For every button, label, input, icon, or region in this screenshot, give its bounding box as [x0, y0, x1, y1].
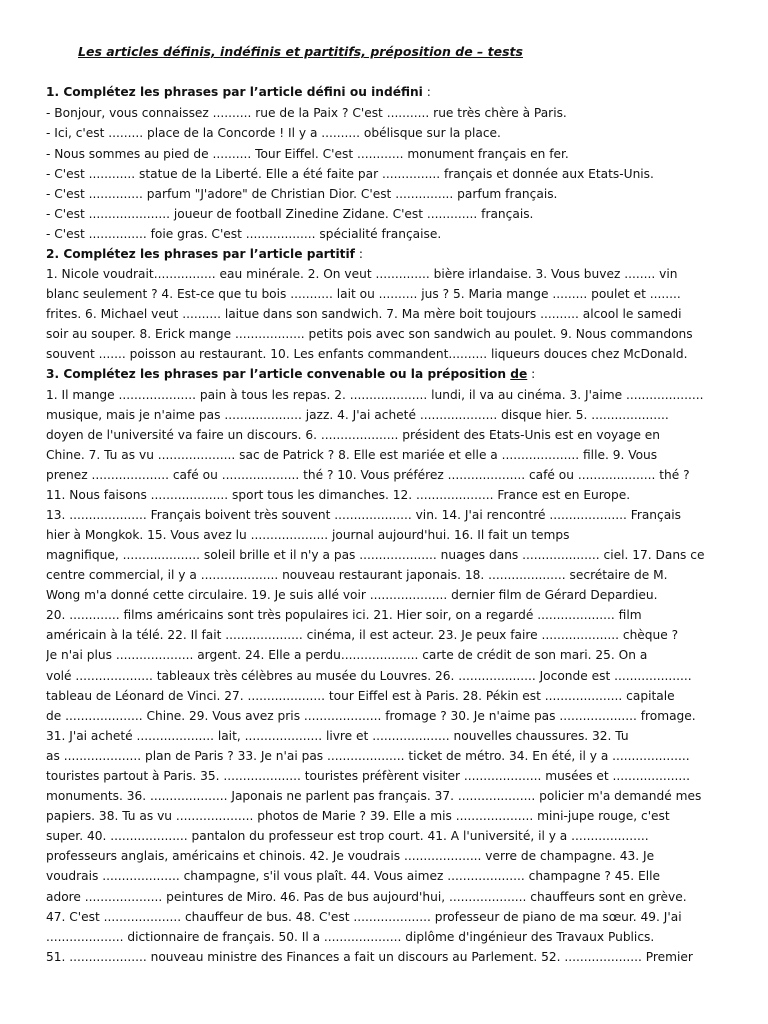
section-3-line: monuments. 36. .................... Japonais ne parlent pas français. 37. .................... policier m'a demandé mes: [46, 789, 702, 803]
section-3-line: adore .................... peintures de Miro. 46. Pas de bus aujourd'hui, .................... chauffeurs sont en grève.: [46, 890, 687, 904]
section-3-line: papiers. 38. Tu as vu .................... photos de Marie ? 39. Elle a mis .................... mini-jupe rouge, c'est: [46, 809, 670, 823]
section-3-line: 20. ............. films américains sont très populaires ici. 21. Hier soir, on a regardé .................... film: [46, 608, 642, 622]
section-1-line: - Nous sommes au pied de .......... Tour Eiffel. C'est ............ monument français en fer.: [46, 147, 569, 161]
section-1-line: - C'est ............... foie gras. C'est .................. spécialité française.: [46, 227, 442, 241]
section-1-line: - Bonjour, vous connaissez .......... rue de la Paix ? C'est ........... rue très chère à Paris.: [46, 106, 567, 120]
section-1-line: - C'est ............ statue de la Liberté. Elle a été faite par ............... français et donnée aux Etats-Unis.: [46, 167, 654, 181]
section-3-line: 13. .................... Français boivent très souvent .................... vin. 14. J'ai rencontré .................... Français: [46, 508, 681, 522]
page-title: Les articles définis, indéfinis et partitifs, préposition de – tests: [78, 44, 523, 59]
section-3-line: Wong m'a donné cette circulaire. 19. Je suis allé voir .................... dernier film de Gérard Depardieu.: [46, 588, 658, 602]
section-2-line: 1. Nicole voudrait................ eau minérale. 2. On veut .............. bière irlandaise. 3. Vous buvez ........ vin: [46, 267, 678, 281]
section-3-line: 51. .................... nouveau ministre des Finances a fait un discours au Parlement. 52. .................... Premier: [46, 950, 693, 964]
section-3-line: magnifique, .................... soleil brille et il n'y a pas .................... nuages dans .................... ciel. 17. Dans ce: [46, 548, 705, 562]
section-3-line: touristes partout à Paris. 35. .................... touristes préfèrent visiter .................... musées et ....................: [46, 769, 690, 783]
section-3-line: .................... dictionnaire de français. 50. Il a .................... diplôme d'ingénieur des Travaux Publics.: [46, 930, 655, 944]
section-2-heading: [46, 244, 736, 264]
section-3-line: Chine. 7. Tu as vu .................... sac de Patrick ? 8. Elle est mariée et elle a .................... fille. 9. Vous: [46, 448, 658, 462]
section-1-heading: [46, 82, 736, 102]
section-3-line: 47. C'est .................... chauffeur de bus. 48. C'est .................... professeur de piano de ma sœur. 49. J'ai: [46, 910, 682, 924]
section-1-line: - Ici, c'est ......... place de la Concorde ! Il y a .......... obélisque sur la place.: [46, 126, 501, 140]
section-2-heading-suffix: :: [354, 247, 363, 261]
section-2-heading-text: 2. Complétez les phrases par l’article partitif: [46, 247, 355, 261]
section-3-line: volé .................... tableaux très célèbres au musée du Louvres. 26. .................... Joconde est ....................: [46, 669, 692, 683]
section-3-line: doyen de l'université va faire un discours. 6. .................... président des Etats-Unis est en voyage en: [46, 428, 661, 442]
section-3-heading-underlined: de: [510, 367, 528, 381]
section-1-heading-text: 1. Complétez les phrases par l’article défini ou indéfini: [46, 85, 423, 99]
section-3-line: musique, mais je n'aime pas .................... jazz. 4. J'ai acheté .................... disque hier. 5. ....................: [46, 408, 669, 422]
section-3-line: tableau de Léonard de Vinci. 27. .................... tour Eiffel est à Paris. 28. Pékin est .................... capitale: [46, 689, 675, 703]
section-3-line: voudrais .................... champagne, s'il vous plaît. 44. Vous aimez .................... champagne ? 45. Elle: [46, 869, 660, 883]
section-3-line: centre commercial, il y a .................... nouveau restaurant japonais. 18. .................... secrétaire de M.: [46, 568, 668, 582]
section-3-line: hier à Mongkok. 15. Vous avez lu .................... journal aujourd'hui. 16. Il fait un temps: [46, 528, 570, 542]
section-3-line: américain à la télé. 22. Il fait .................... cinéma, il est acteur. 23. Je peux faire .................... chèque ?: [46, 628, 679, 642]
section-3-line: prenez .................... café ou .................... thé ? 10. Vous préférez .................... café ou .................... thé ?: [46, 468, 690, 482]
section-3-line: 1. Il mange .................... pain à tous les repas. 2. .................... lundi, il va au cinéma. 3. J'aime ....................: [46, 388, 704, 402]
section-3-line: as .................... plan de Paris ? 33. Je n'ai pas .................... ticket de métro. 34. En été, il y a ....................: [46, 749, 690, 763]
section-3-heading-suffix: :: [527, 367, 536, 381]
section-2-line: souvent ....... poisson au restaurant. 10. Les enfants commandent.......... liqueurs douces chez McDonald.: [46, 347, 688, 361]
section-3-line: 31. J'ai acheté .................... lait, .................... livre et .................... nouvelles chaussures. 32. Tu: [46, 729, 629, 743]
section-2-line: blanc seulement ? 4. Est-ce que tu bois ........... lait ou .......... jus ? 5. Maria mange ......... poulet et ........: [46, 287, 681, 301]
section-3-line: super. 40. .................... pantalon du professeur est trop court. 41. A l'université, il y a ....................: [46, 829, 649, 843]
section-3-line: professeurs anglais, américains et chinois. 42. Je voudrais .................... verre de champagne. 43. Je: [46, 849, 655, 863]
section-1-line: - C'est .............. parfum "J'adore" de Christian Dior. C'est ............... parfum français.: [46, 187, 558, 201]
section-1-line: - C'est ..................... joueur de football Zinedine Zidane. C'est ............. français.: [46, 207, 534, 221]
section-3-heading-text: 3. Complétez les phrases par l’article convenable ou la préposition: [46, 367, 507, 381]
section-1-heading-suffix: :: [422, 85, 431, 99]
section-2-line: frites. 6. Michael veut .......... laitue dans son sandwich. 7. Ma mère boit toujours .......... alcool le samedi: [46, 307, 682, 321]
section-3-heading: [46, 364, 736, 384]
section-3-line: de .................... Chine. 29. Vous avez pris .................... fromage ? 30. Je n'aime pas .................... fromage.: [46, 709, 696, 723]
section-3-line: Je n'ai plus .................... argent. 24. Elle a perdu.................... carte de crédit de son mari. 25. On a: [46, 648, 648, 662]
section-2-line: soir au souper. 8. Erick mange .................. petits pois avec son sandwich au poulet. 9. Nous commandons: [46, 327, 693, 341]
section-3-line: 11. Nous faisons .................... sport tous les dimanches. 12. .................... France est en Europe.: [46, 488, 631, 502]
